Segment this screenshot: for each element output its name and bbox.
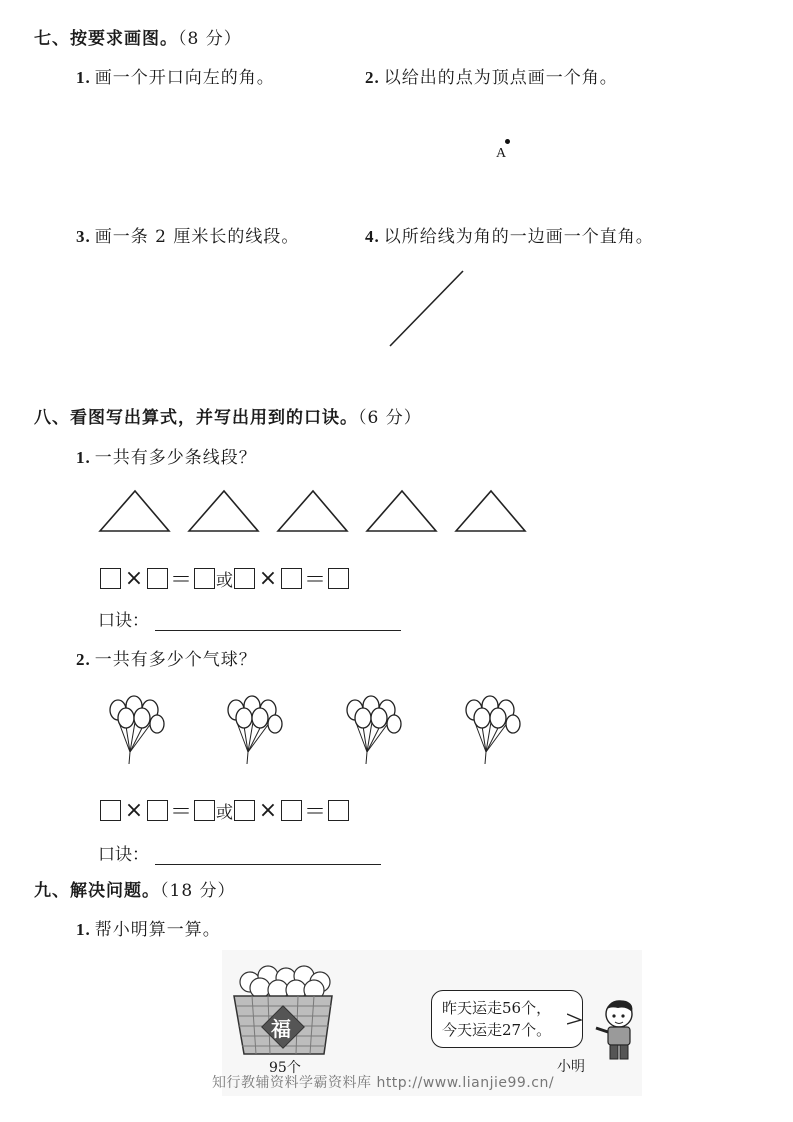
given-line <box>385 265 470 353</box>
equals-sign: ＝ <box>303 800 326 825</box>
koujue-answer-line[interactable] <box>155 844 381 865</box>
equals-sign: ＝ <box>169 800 192 825</box>
section-9-title: 九、解决问题。（18 分） <box>34 881 236 901</box>
koujue-row-1 <box>98 606 401 631</box>
equals-sign: ＝ <box>169 568 192 593</box>
answer-box[interactable] <box>194 568 215 589</box>
bubble-tail-icon <box>567 1010 583 1026</box>
answer-box[interactable] <box>100 568 121 589</box>
fu-character: 福 <box>271 1017 291 1041</box>
balloons-figure <box>96 688 541 768</box>
answer-box[interactable] <box>281 568 302 589</box>
section-8-title: 八、看图写出算式，并写出用到的口诀。（6 分） <box>34 408 422 428</box>
triangle <box>189 491 258 531</box>
times-sign: × <box>124 798 144 823</box>
or-label: 或 <box>216 571 233 591</box>
answer-box[interactable] <box>281 800 302 821</box>
times-sign: × <box>258 566 278 591</box>
question-9-1: 1. 帮小明算一算。 <box>76 920 221 940</box>
question-8-2: 2. 一共有多少个气球？ <box>76 650 257 670</box>
answer-box[interactable] <box>147 568 168 589</box>
or-label: 或 <box>216 803 233 823</box>
question-7-3: 3. 画一条 2 厘米长的线段。 <box>76 227 300 247</box>
balloon-group <box>228 696 282 764</box>
answer-box[interactable] <box>234 568 255 589</box>
answer-box[interactable] <box>328 568 349 589</box>
person-name: 小明 <box>557 1059 585 1075</box>
apple-basket-icon <box>228 962 340 1062</box>
bubble-line-2: 今天运走27个。 <box>442 1021 552 1039</box>
triangle <box>367 491 436 531</box>
vertex-point <box>505 139 510 144</box>
section-7-title: 七、按要求画图。（8 分） <box>34 29 242 49</box>
vertex-label: A <box>496 146 507 161</box>
boy-icon <box>592 998 642 1066</box>
koujue-answer-line[interactable] <box>155 610 401 631</box>
basket-count-label: 95个 <box>269 1060 301 1076</box>
times-sign: × <box>258 798 278 823</box>
koujue-label: 口诀： <box>98 845 149 865</box>
answer-box[interactable] <box>100 800 121 821</box>
answer-box[interactable] <box>147 800 168 821</box>
watermark: 知行教辅资料学霸资料库 http://www.lianjie99.cn/ <box>212 1075 555 1091</box>
question-7-1: 1. 画一个开口向左的角。 <box>76 68 275 88</box>
koujue-label: 口诀： <box>98 611 149 631</box>
koujue-row-2 <box>98 840 381 865</box>
question-7-4: 4. 以所给线为角的一边画一个直角。 <box>365 227 654 247</box>
answer-box[interactable] <box>328 800 349 821</box>
question-8-1: 1. 一共有多少条线段？ <box>76 448 257 468</box>
answer-box[interactable] <box>194 800 215 821</box>
bubble-line-1: 昨天运走56个， <box>442 999 552 1017</box>
balloon-group <box>466 696 520 764</box>
triangles-figure <box>95 485 540 537</box>
speech-bubble <box>431 990 583 1048</box>
balloon-group <box>110 696 164 764</box>
equation-row-1 <box>100 563 349 594</box>
triangle <box>456 491 525 531</box>
times-sign: × <box>124 566 144 591</box>
triangle <box>100 491 169 531</box>
balloon-group <box>347 696 401 764</box>
equation-row-2 <box>100 795 349 826</box>
answer-box[interactable] <box>234 800 255 821</box>
question-7-2: 2. 以给出的点为顶点画一个角。 <box>365 68 618 88</box>
triangle <box>278 491 347 531</box>
equals-sign: ＝ <box>303 568 326 593</box>
